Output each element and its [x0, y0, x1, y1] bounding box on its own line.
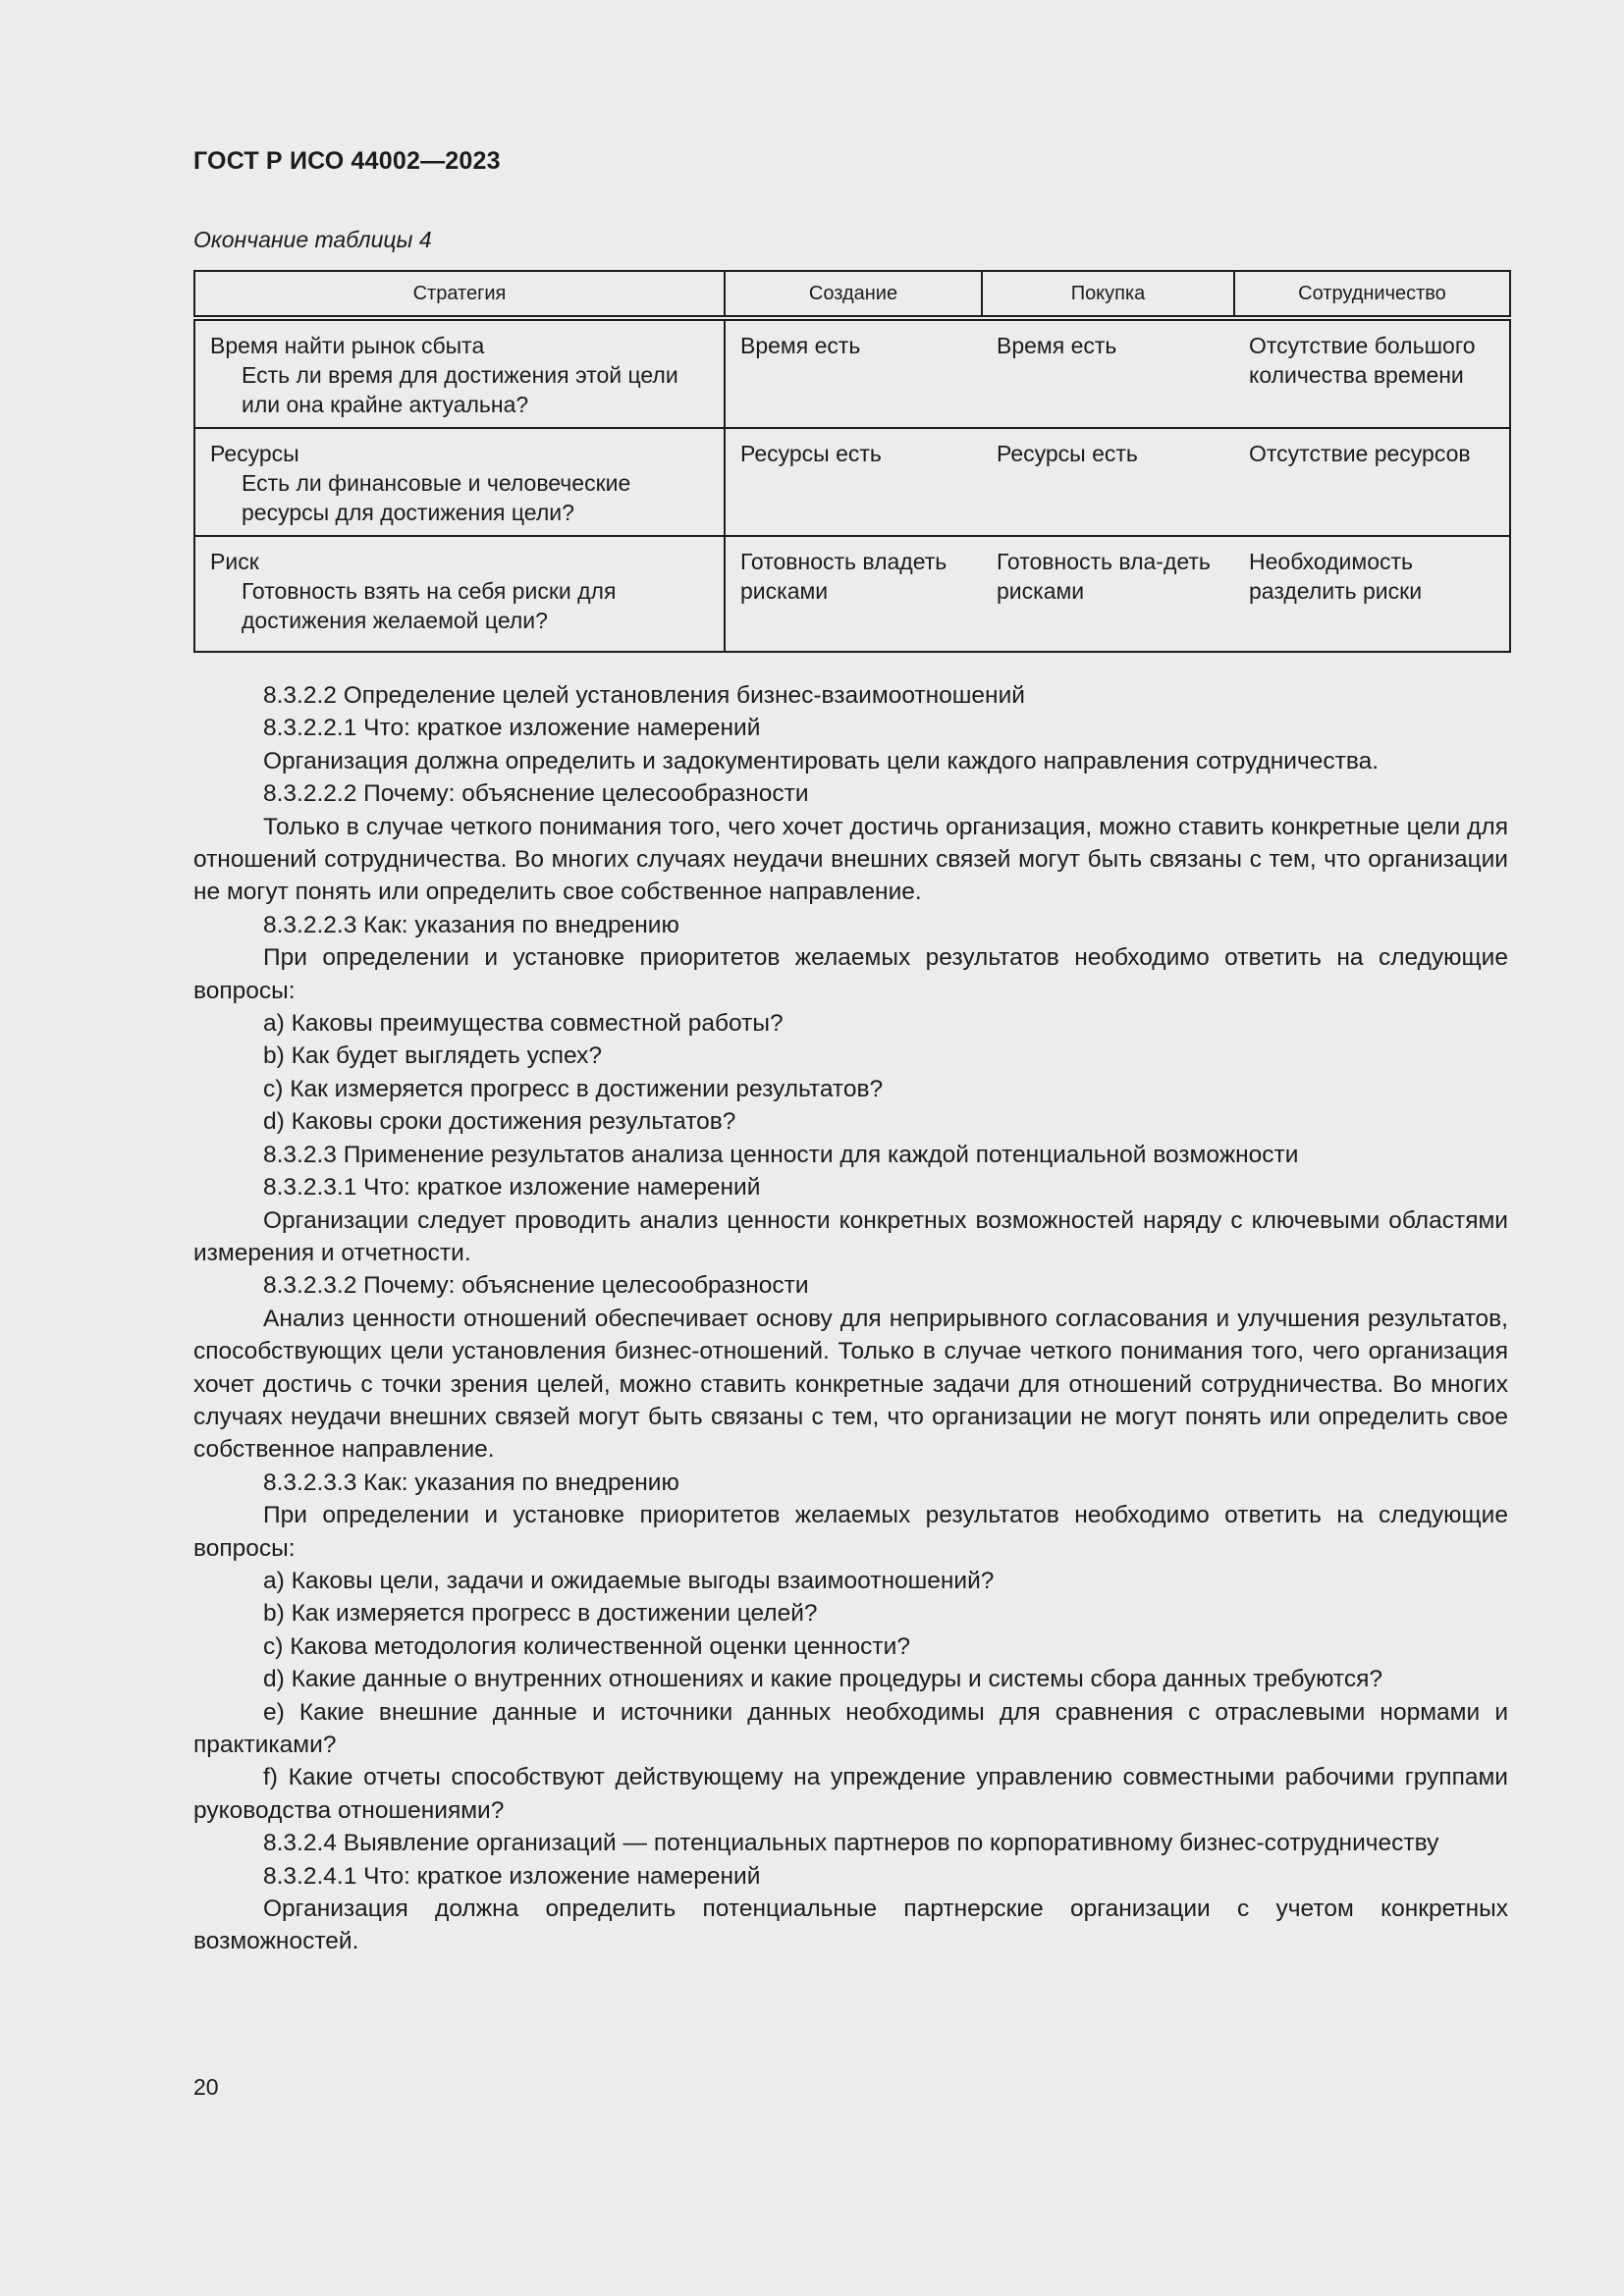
strategy-title: Ресурсы [210, 441, 299, 466]
table-row [194, 428, 1510, 536]
subsection-heading: 8.3.2.3.1 Что: краткое изложение намерений [263, 1174, 761, 1201]
col-header-collab: Сотрудничество [1234, 271, 1510, 318]
buy-cell: Ресурсы есть [982, 428, 1234, 536]
col-header-strategy: Стратегия [194, 271, 725, 318]
body-text [193, 679, 1508, 1958]
strategy-question: Есть ли время для достижения этой цели или она крайне актуальна? [242, 362, 678, 417]
strategy-question: Есть ли финансовые и человеческие ресурсы для достижения цели? [242, 470, 631, 525]
collab-cell: Отсутствие ресурсов [1234, 428, 1510, 536]
paragraph: Только в случае четкого понимания того, чего хочет достичь организация, можно ставить конкретные цели для отношений сотрудничества. Во многих случаях неудачи внешних связей могут быть связаны с тем, что организации не могут понять или определить свое собственное направление. [193, 813, 1508, 906]
buy-cell: Готовность вла-деть рисками [982, 536, 1234, 652]
collab-cell: Отсутствие большого количества времени [1234, 318, 1510, 428]
subsection-heading: 8.3.2.2.2 Почему: объяснение целесообразности [263, 780, 809, 808]
list-item: b) Как будет выглядеть успех? [263, 1042, 603, 1070]
strategy-cell [194, 318, 725, 428]
table-row [194, 318, 1510, 428]
subsection-heading: 8.3.2.3.2 Почему: объяснение целесообразности [263, 1272, 809, 1300]
strategy-title: Время найти рынок сбыта [210, 333, 485, 358]
paragraph: При определении и установке приоритетов желаемых результатов необходимо ответить на следующие вопросы: [193, 944, 1508, 1004]
table-row [194, 536, 1510, 652]
strategy-title: Риск [210, 549, 259, 574]
list-item: f) Какие отчеты способствуют действующему на упреждение управлению совместными рабочими группами руководства отношениями? [193, 1764, 1508, 1824]
strategy-cell [194, 428, 725, 536]
subsection-heading: 8.3.2.2.1 Что: краткое изложение намерений [263, 715, 761, 742]
collab-cell: Необходимость разделить риски [1234, 536, 1510, 652]
paragraph: Организации следует проводить анализ ценности конкретных возможностей наряду с ключевыми областями измерения и отчетности. [193, 1206, 1508, 1266]
paragraph: Организация должна определить и задокументировать цели каждого направления сотрудничества. [263, 747, 1379, 774]
paragraph: При определении и установке приоритетов желаемых результатов необходимо ответить на следующие вопросы: [193, 1502, 1508, 1562]
section-heading: 8.3.2.3 Применение результатов анализа ценности для каждой потенциальной возможности [263, 1141, 1299, 1168]
strategy-table [193, 270, 1509, 653]
page-number: 20 [193, 2074, 219, 2100]
create-cell: Готовность владеть рисками [725, 536, 982, 652]
section-heading: 8.3.2.2 Определение целей установления бизнес-взаимоотношений [263, 682, 1025, 709]
create-cell: Ресурсы есть [725, 428, 982, 536]
create-cell: Время есть [725, 318, 982, 428]
col-header-create: Создание [725, 271, 982, 318]
list-item: a) Каковы цели, задачи и ожидаемые выгоды взаимоотношений? [263, 1567, 995, 1594]
list-item: c) Как измеряется прогресс в достижении результатов? [263, 1075, 884, 1102]
list-item: d) Какие данные о внутренних отношениях и какие процедуры и системы сбора данных требуются? [263, 1666, 1383, 1693]
table-header-row [194, 271, 1510, 318]
buy-cell: Время есть [982, 318, 1234, 428]
list-item: a) Каковы преимущества совместной работы? [263, 1010, 784, 1038]
document-header: ГОСТ Р ИСО 44002—2023 [193, 147, 501, 175]
section-heading: 8.3.2.4 Выявление организаций — потенциальных партнеров по корпоративному бизнес-сотрудничеству [263, 1830, 1439, 1857]
subsection-heading: 8.3.2.4.1 Что: краткое изложение намерений [263, 1862, 761, 1890]
paragraph: Анализ ценности отношений обеспечивает основу для неприрывного согласования и улучшения результатов, способствующих цели установления бизнес-отношений. Только в случае четкого понимания того, чего организация хочет достичь с точки зрения целей, можно ставить конкретные задачи для отношений сотрудничества. Во многих случаях неудачи внешних связей могут быть связаны с тем, что организации не могут понять или определить свое собственное направление. [193, 1305, 1508, 1464]
list-item: c) Какова методология количественной оценки ценности? [263, 1632, 910, 1660]
table-caption: Окончание таблицы 4 [193, 227, 432, 252]
col-header-buy: Покупка [982, 271, 1234, 318]
subsection-heading: 8.3.2.2.3 Как: указания по внедрению [263, 911, 679, 938]
subsection-heading: 8.3.2.3.3 Как: указания по внедрению [263, 1468, 679, 1496]
list-item: d) Каковы сроки достижения результатов? [263, 1108, 736, 1136]
strategy-question: Готовность взять на себя риски для достижения желаемой цели? [242, 578, 617, 633]
list-item: b) Как измеряется прогресс в достижении целей? [263, 1600, 818, 1628]
strategy-cell [194, 536, 725, 652]
paragraph: Организация должна определить потенциальные партнерские организации с учетом конкретных возможностей. [193, 1896, 1508, 1955]
list-item: e) Какие внешние данные и источники данных необходимы для сравнения с отраслевыми нормами и практиками? [193, 1698, 1508, 1758]
